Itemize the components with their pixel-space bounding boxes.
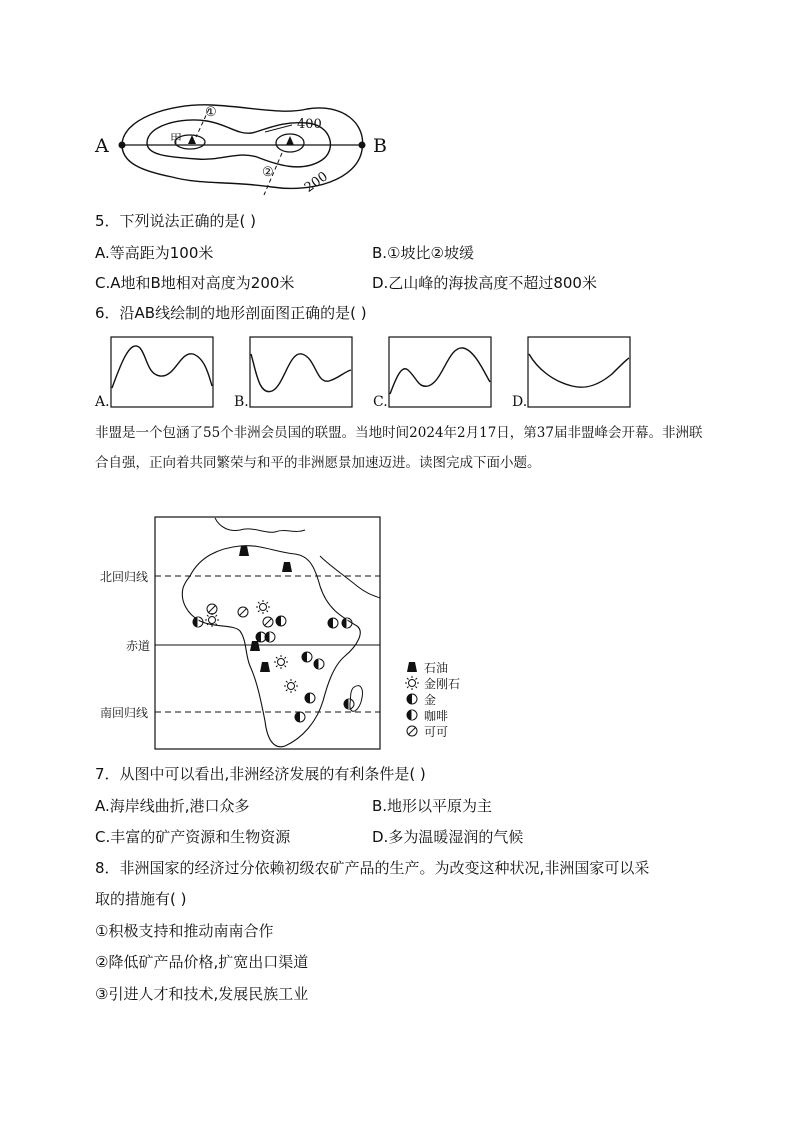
diamond-symbol bbox=[256, 600, 270, 614]
question-7-stem: 7．从图中可以看出,非洲经济发展的有利条件是( ) bbox=[95, 765, 426, 783]
point-a-label: A bbox=[95, 135, 109, 157]
diamond-symbol bbox=[284, 679, 298, 693]
profile-option-c[interactable] bbox=[373, 336, 493, 412]
point-b-dot bbox=[359, 142, 366, 149]
coffee-symbol bbox=[265, 632, 275, 642]
coffee-icon bbox=[407, 710, 417, 720]
profile-c-graph bbox=[373, 336, 493, 412]
cocoa-symbol bbox=[238, 607, 248, 617]
profile-option-b[interactable] bbox=[234, 336, 354, 412]
q7-option-a[interactable]: A.海岸线曲折,港口众多 bbox=[95, 797, 250, 815]
q5-option-a[interactable]: A.等高距为100米 bbox=[95, 244, 214, 262]
question-5-stem: 5．下列说法正确的是( ) bbox=[95, 212, 257, 230]
point-a-dot bbox=[119, 142, 126, 149]
legend-oil: 石油 bbox=[424, 661, 449, 675]
arabia-coast bbox=[320, 556, 380, 598]
q8-item-2[interactable]: ②降低矿产品价格,扩宽出口渠道 bbox=[95, 953, 309, 971]
peak-jia-icon bbox=[188, 135, 196, 144]
q8-item-1[interactable]: ①积极支持和推动南南合作 bbox=[95, 922, 274, 940]
gold-symbol bbox=[328, 618, 338, 628]
q5-option-c[interactable]: C.A地和B地相对高度为200米 bbox=[95, 274, 295, 292]
profile-d-label: D. bbox=[512, 394, 528, 410]
legend-diamond: 金刚石 bbox=[424, 677, 461, 691]
question-8-stem-line2: 取的措施有( ) bbox=[95, 890, 187, 908]
gold-icon bbox=[407, 694, 417, 704]
q7-option-c[interactable]: C.丰富的矿产资源和生物资源 bbox=[95, 828, 291, 846]
peak-jia-label: 甲 bbox=[170, 132, 183, 146]
cocoa-symbol bbox=[207, 604, 217, 614]
equator-label: 赤道 bbox=[126, 639, 151, 653]
label-400-leader bbox=[265, 125, 292, 132]
profile-c-label: C. bbox=[373, 394, 388, 410]
tropic-north-label: 北回归线 bbox=[100, 570, 149, 584]
profile-d-graph bbox=[512, 336, 632, 412]
gold-symbol bbox=[276, 616, 286, 626]
oil-icon bbox=[407, 662, 417, 672]
point-b-label: B bbox=[373, 135, 387, 157]
reading-passage: 非盟是一个包涵了55个非洲会员国的联盟。当地时间2024年2月17日，第37届非盟峰会开幕。非洲联合自强，正向着共同繁荣与和平的非洲愿景加速迈进。读图完成下面小题。 bbox=[95, 425, 703, 471]
cocoa-symbol bbox=[263, 617, 273, 627]
diamond-symbol bbox=[274, 655, 288, 669]
legend-coffee: 咖啡 bbox=[424, 709, 449, 723]
q5-option-b[interactable]: B.①坡比②坡缓 bbox=[372, 244, 474, 262]
contour-map-svg bbox=[92, 95, 412, 200]
profile-option-d[interactable] bbox=[512, 336, 632, 412]
madagascar bbox=[350, 686, 363, 712]
profile-a-label: A. bbox=[95, 394, 110, 410]
coffee-symbol bbox=[342, 618, 352, 628]
gold-symbol bbox=[305, 693, 315, 703]
africa-map bbox=[95, 516, 475, 752]
profile-option-a[interactable] bbox=[95, 336, 215, 412]
q7-option-b[interactable]: B.地形以平原为主 bbox=[372, 797, 493, 815]
slope-mark-2: ② bbox=[262, 165, 274, 180]
oil-symbol bbox=[282, 562, 292, 572]
profile-a-graph bbox=[95, 336, 215, 412]
europe-coast bbox=[215, 518, 305, 532]
q5-option-d[interactable]: D.乙山峰的海拔高度不超过800米 bbox=[372, 274, 597, 292]
legend-gold: 金 bbox=[424, 693, 437, 707]
africa-map-svg bbox=[95, 516, 475, 752]
q8-item-3[interactable]: ③引进人才和技术,发展民族工业 bbox=[95, 985, 309, 1003]
q7-option-d[interactable]: D.多为温暖湿润的气候 bbox=[372, 828, 524, 846]
profile-b-graph bbox=[234, 336, 354, 412]
slope-mark-1: ① bbox=[205, 105, 217, 120]
diamond-icon bbox=[405, 676, 419, 690]
gold-symbol bbox=[295, 712, 305, 722]
tropic-south-label: 南回归线 bbox=[100, 706, 149, 720]
question-6-stem: 6．沿AB线绘制的地形剖面图正确的是( ) bbox=[95, 304, 367, 322]
contour-label-200: 200 bbox=[301, 169, 331, 196]
oil-symbol bbox=[239, 546, 249, 556]
legend-cocoa: 可可 bbox=[424, 725, 449, 739]
question-8-stem-line1: 8．非洲国家的经济过分依赖初级农矿产品的生产。为改变这种状况,非洲国家可以采 bbox=[95, 859, 650, 877]
cocoa-icon bbox=[407, 726, 417, 736]
coffee-symbol bbox=[344, 699, 354, 709]
contour-label-400: 400 bbox=[297, 117, 322, 132]
coffee-symbol bbox=[314, 659, 324, 669]
peak-yi-icon bbox=[286, 136, 294, 145]
profile-b-label: B. bbox=[234, 394, 249, 410]
contour-map bbox=[92, 95, 412, 200]
oil-symbol bbox=[260, 662, 270, 672]
gold-symbol bbox=[302, 652, 312, 662]
oil-symbol bbox=[250, 641, 260, 651]
